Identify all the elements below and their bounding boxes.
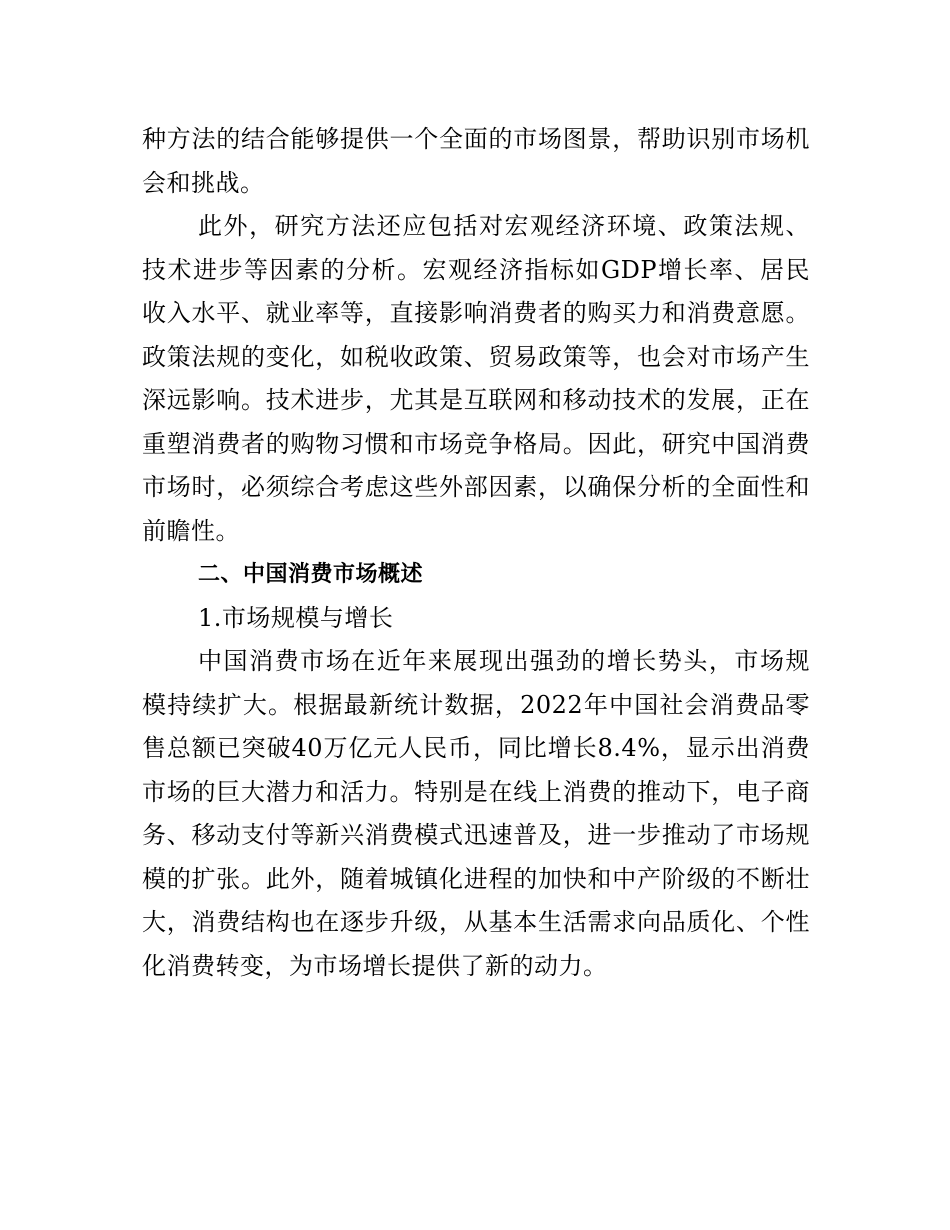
paragraph-methods-continuation: 种方法的结合能够提供一个全面的市场图景，帮助识别市场机会和挑战。	[142, 125, 810, 197]
paragraph-external-factors: 此外，研究方法还应包括对宏观经济环境、政策法规、技术进步等因素的分析。宏观经济指标如GDP增长率、居民收入水平、就业率等，直接影响消费者的购买力和消费意愿。政策法规的变化，如税收政策、贸易政策等，也会对市场产生深远影响。技术进步，尤其是互联网和移动技术的发展，正在重塑消费者的购物习惯和市场竞争格局。因此，研究中国消费市场时，必须综合考虑这些外部因素，以确保分析的全面性和前瞻性。	[142, 212, 810, 545]
paragraph-market-size: 中国消费市场在近年来展现出强劲的增长势头，市场规模持续扩大。根据最新统计数据，2022年中国社会消费品零售总额已突破40万亿元人民币，同比增长8.4%，显示出消费市场的巨大潜力和活力。特别是在线上消费的推动下，电子商务、移动支付等新兴消费模式迅速普及，进一步推动了市场规模的扩张。此外，随着城镇化进程的加快和中产阶级的不断壮大，消费结构也在逐步升级，从基本生活需求向品质化、个性化消费转变，为市场增长提供了新的动力。	[142, 647, 810, 980]
document-body	[142, 118, 810, 988]
subsection-heading: 1.市场规模与增长	[198, 603, 394, 632]
section-heading: 二、中国消费市场概述	[198, 562, 424, 587]
